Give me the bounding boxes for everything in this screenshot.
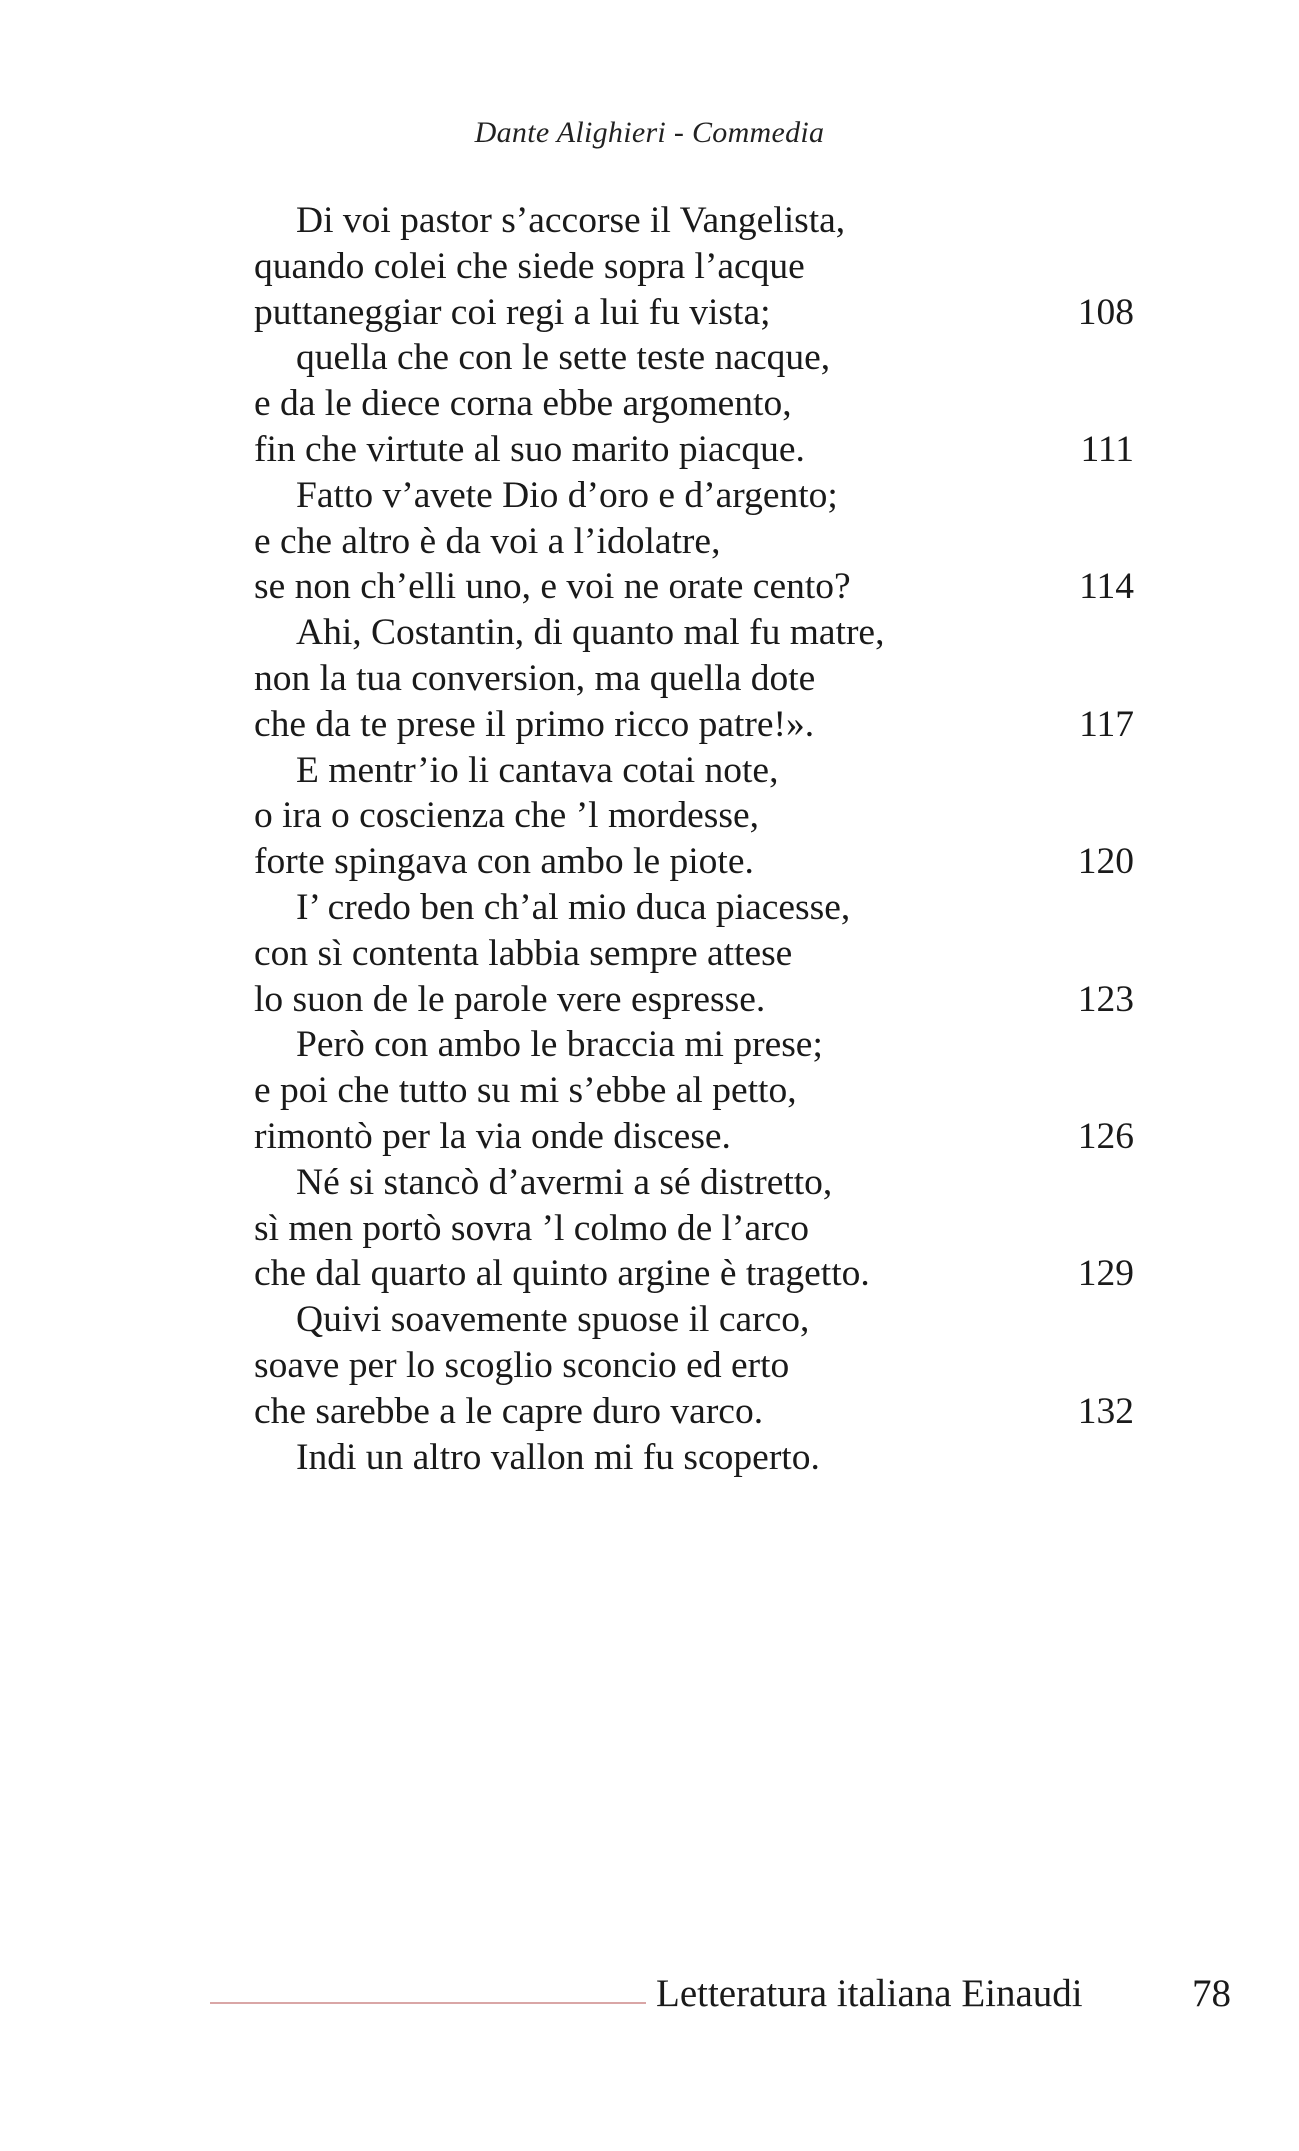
- line-number: 126: [1077, 1115, 1134, 1157]
- page-number: 78: [1192, 1972, 1231, 2015]
- verse-line: [254, 1343, 1134, 1389]
- verse-line: [254, 473, 1134, 519]
- verse-line: [254, 290, 1134, 336]
- verse-line: [254, 931, 1134, 977]
- verse-text: Indi un altro vallon mi fu scoperto.: [296, 1436, 820, 1478]
- verse-text: che sarebbe a le capre duro varco.: [254, 1390, 764, 1432]
- verse-text: se non ch’elli uno, e voi ne orate cento?: [254, 566, 851, 608]
- verse-line: [254, 977, 1134, 1023]
- verse-text: che dal quarto al quinto argine è tragetto.: [254, 1253, 870, 1295]
- verse-text: Ahi, Costantin, di quanto mal fu matre,: [296, 612, 885, 654]
- verse-text: soave per lo scoglio sconcio ed erto: [254, 1344, 790, 1386]
- verse-text: rimontò per la via onde discese.: [254, 1115, 731, 1157]
- verse-line: [254, 381, 1134, 427]
- verse-text: che da te prese il primo ricco patre!».: [254, 703, 815, 745]
- verse-text: Però con ambo le braccia mi prese;: [296, 1024, 823, 1066]
- line-number: 108: [1077, 291, 1134, 333]
- verse-text: non la tua conversion, ma quella dote: [254, 657, 816, 699]
- verse-line: [254, 427, 1134, 473]
- verse-line: [254, 335, 1134, 381]
- verse-text: Fatto v’avete Dio d’oro e d’argento;: [296, 474, 838, 516]
- verse-text: o ira o coscienza che ’l mordesse,: [254, 795, 759, 837]
- line-number: 120: [1077, 841, 1134, 883]
- verse-text: E mentr’io li cantava cotai note,: [296, 749, 779, 791]
- poem-text: [254, 198, 1134, 1480]
- verse-line: [254, 1389, 1134, 1435]
- verse-line: [254, 839, 1134, 885]
- verse-line: [254, 1114, 1134, 1160]
- line-number: 129: [1077, 1253, 1134, 1295]
- verse-line: [254, 702, 1134, 748]
- verse-text: e che altro è da voi a l’idolatre,: [254, 520, 721, 562]
- line-number: 117: [1079, 703, 1134, 745]
- publisher-name: Letteratura italiana Einaudi: [656, 1972, 1083, 2015]
- verse-text: forte spingava con ambo le piote.: [254, 841, 754, 883]
- verse-line: [254, 198, 1134, 244]
- line-number: 111: [1080, 428, 1134, 470]
- line-number: 114: [1079, 566, 1134, 608]
- verse-line: [254, 1435, 1134, 1481]
- verse-text: con sì contenta labbia sempre attese: [254, 932, 793, 974]
- verse-line: [254, 1297, 1134, 1343]
- verse-line: [254, 244, 1134, 290]
- verse-line: [254, 1251, 1134, 1297]
- verse-text: quando colei che siede sopra l’acque: [254, 245, 805, 287]
- verse-line: [254, 1022, 1134, 1068]
- verse-text: Né si stancò d’avermi a sé distretto,: [296, 1161, 833, 1203]
- page-footer: [0, 1964, 1299, 2024]
- verse-line: [254, 885, 1134, 931]
- verse-line: [254, 1068, 1134, 1114]
- verse-line: [254, 1160, 1134, 1206]
- verse-text: lo suon de le parole vere espresse.: [254, 978, 766, 1020]
- verse-text: e poi che tutto su mi s’ebbe al petto,: [254, 1070, 797, 1112]
- verse-text: Di voi pastor s’accorse il Vangelista,: [296, 200, 846, 241]
- verse-line: [254, 519, 1134, 565]
- verse-line: [254, 610, 1134, 656]
- verse-text: I’ credo ben ch’al mio duca piacesse,: [296, 886, 851, 928]
- verse-text: puttaneggiar coi regi a lui fu vista;: [254, 291, 771, 333]
- line-number: 132: [1077, 1390, 1134, 1432]
- verse-text: fin che virtute al suo marito piacque.: [254, 428, 805, 470]
- verse-line: [254, 748, 1134, 794]
- verse-line: [254, 564, 1134, 610]
- verse-text: e da le diece corna ebbe argomento,: [254, 383, 792, 425]
- running-title: Dante Alighieri - Commedia: [474, 116, 825, 149]
- verse-line: [254, 1206, 1134, 1252]
- footer-rule: [210, 2002, 646, 2004]
- verse-line: [254, 656, 1134, 702]
- verse-text: Quivi soavemente spuose il carco,: [296, 1299, 810, 1341]
- verse-text: quella che con le sette teste nacque,: [296, 337, 831, 379]
- verse-text: sì men portò sovra ’l colmo de l’arco: [254, 1207, 810, 1249]
- line-number: 123: [1077, 978, 1134, 1020]
- verse-line: [254, 793, 1134, 839]
